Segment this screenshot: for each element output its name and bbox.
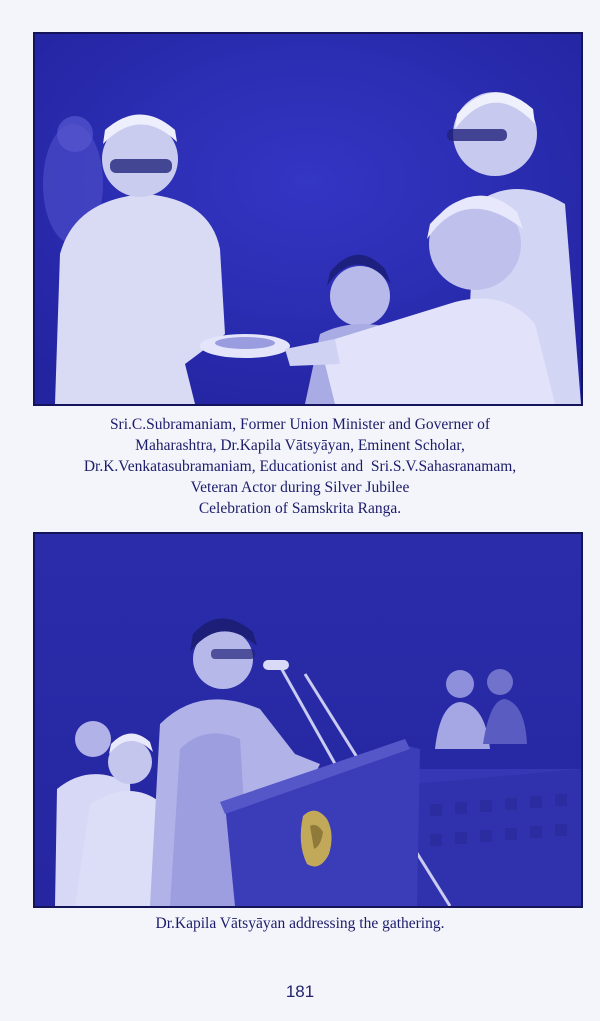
caption-line: Dr.Kapila Vātsyāyan addressing the gathering. bbox=[155, 915, 445, 932]
photo-award-ceremony-image bbox=[35, 34, 581, 404]
caption-line: Maharashtra, Dr.Kapila Vātsyāyan, Eminent Scholar, bbox=[135, 437, 465, 454]
photo-speech-image bbox=[35, 534, 581, 906]
caption-line: Dr.K.Venkatasubramaniam, Educationist and Sri.S.V.Sahasranamam, bbox=[83, 458, 517, 475]
top-photo-caption bbox=[40, 414, 560, 519]
caption-line: Veteran Actor during Silver Jubilee bbox=[190, 479, 410, 496]
caption-line: Celebration of Samskrita Ranga. bbox=[198, 500, 402, 517]
page-number: 181 bbox=[285, 982, 315, 1001]
photo-award-ceremony bbox=[33, 32, 583, 406]
bottom-photo-caption bbox=[40, 913, 560, 934]
photo-speech bbox=[33, 532, 583, 908]
caption-line: Sri.C.Subramaniam, Former Union Minister and Governer of bbox=[109, 416, 491, 433]
